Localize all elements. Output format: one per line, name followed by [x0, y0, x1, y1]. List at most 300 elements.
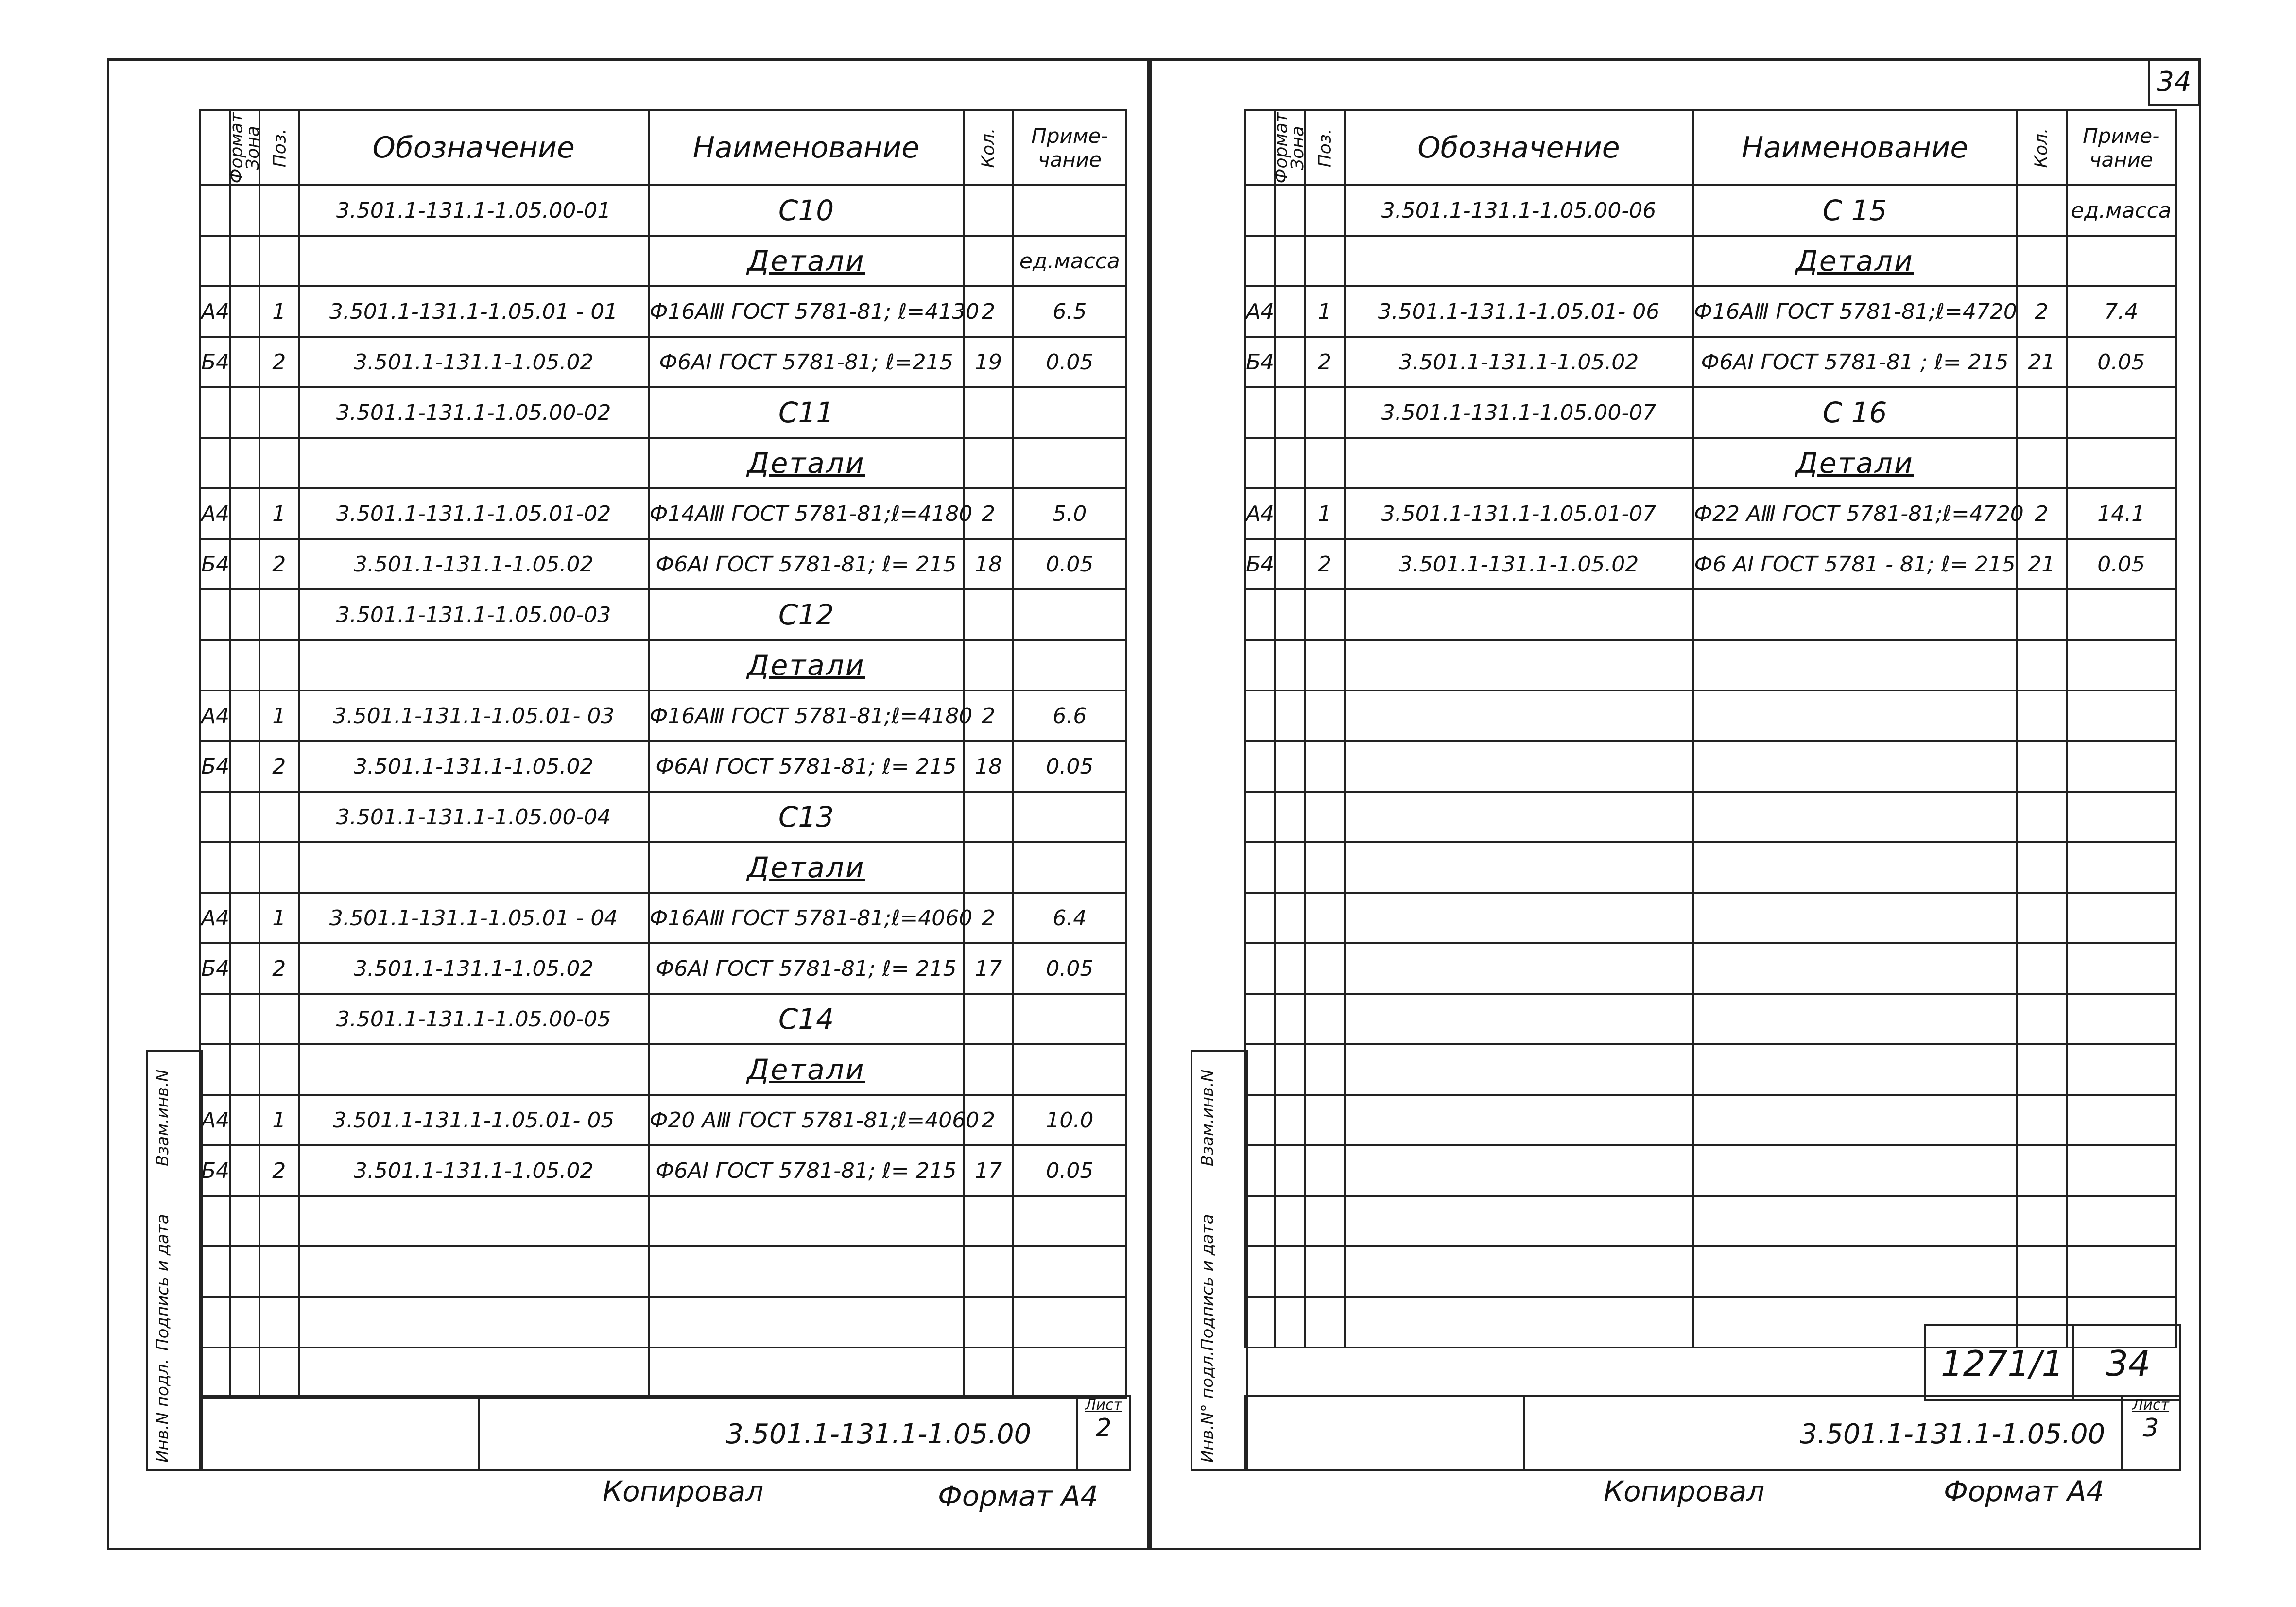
- qty-cell: 2: [2017, 488, 2066, 539]
- col-format-label: Формат: [226, 112, 247, 184]
- name-cell: [1693, 236, 2017, 286]
- qty-cell: 2: [2017, 286, 2066, 337]
- designation-cell: [1345, 438, 1693, 488]
- designation-cell: [299, 1246, 649, 1297]
- col-zone-label: Зона: [242, 125, 263, 170]
- format-cell: [1245, 1297, 1275, 1348]
- name-cell: [649, 1246, 964, 1297]
- qty-cell: [964, 1044, 1013, 1095]
- designation-cell: 3.501.1-131.1-1.05.02: [1345, 539, 1693, 589]
- table-row: [200, 488, 1126, 539]
- name-cell: С13: [649, 792, 964, 842]
- name-cell: [1693, 691, 2017, 741]
- note-cell: [1013, 589, 1126, 640]
- right-sheet-label: Лист: [2132, 1397, 2170, 1414]
- designation-cell: 3.501.1-131.1-1.05.00-04: [299, 792, 649, 842]
- name-cell: Ф16АⅢ ГОСТ 5781-81;ℓ=4180: [649, 691, 964, 741]
- note-cell: 5.0: [1013, 488, 1126, 539]
- zone-cell: [1275, 893, 1304, 943]
- table-row: [200, 1145, 1126, 1196]
- table-row: [1245, 387, 2176, 438]
- zone-cell: [230, 640, 259, 691]
- note-cell: [1013, 1044, 1126, 1095]
- format-cell: Б4: [200, 1145, 230, 1196]
- table-row: [200, 286, 1126, 337]
- name-cell: [1693, 1145, 2017, 1196]
- format-cell: [200, 994, 230, 1044]
- name-cell: [1693, 1044, 2017, 1095]
- format-cell: [1245, 236, 1275, 286]
- right-sheet-number: 3: [2142, 1414, 2159, 1443]
- note-cell: [1013, 387, 1126, 438]
- qty-cell: [964, 1297, 1013, 1348]
- table-row: [1245, 1246, 2176, 1297]
- pos-cell: [1305, 589, 1345, 640]
- zone-cell: [230, 1297, 259, 1348]
- note-cell: [2067, 943, 2176, 994]
- format-cell: [1245, 943, 1275, 994]
- col-note: Приме-чание: [1013, 110, 1126, 185]
- pos-cell: [259, 1044, 299, 1095]
- table-row: [1245, 1044, 2176, 1095]
- pos-cell: [259, 1348, 299, 1398]
- designation-cell: [1345, 741, 1693, 792]
- designation-cell: 3.501.1-131.1-1.05.00-03: [299, 589, 649, 640]
- name-cell: [649, 1044, 964, 1095]
- table-row: [200, 1297, 1126, 1348]
- zone-cell: [1275, 640, 1304, 691]
- note-cell: [2067, 1095, 2176, 1145]
- table-row: [1245, 488, 2176, 539]
- col-pos-label: Поз.: [270, 128, 290, 167]
- right-spec-table: [1244, 109, 2177, 1348]
- note-cell: 6.4: [1013, 893, 1126, 943]
- qty-cell: [964, 387, 1013, 438]
- note-cell: [2067, 691, 2176, 741]
- qty-cell: 17: [964, 943, 1013, 994]
- table-row: [200, 842, 1126, 893]
- qty-cell: [964, 185, 1013, 236]
- table-row: [200, 994, 1126, 1044]
- pos-cell: 2: [259, 1145, 299, 1196]
- designation-cell: [1345, 1196, 1693, 1246]
- qty-cell: 18: [964, 539, 1013, 589]
- designation-cell: 3.501.1-131.1-1.05.02: [299, 741, 649, 792]
- pos-cell: [259, 640, 299, 691]
- note-cell: [1013, 842, 1126, 893]
- table-row: [200, 741, 1126, 792]
- table-row: [1245, 589, 2176, 640]
- designation-cell: [299, 842, 649, 893]
- zone-cell: [1275, 236, 1304, 286]
- zone-cell: [230, 589, 259, 640]
- table-row: [200, 589, 1126, 640]
- note-cell: [2067, 842, 2176, 893]
- zone-cell: [1275, 488, 1304, 539]
- pos-cell: 1: [1305, 488, 1345, 539]
- designation-cell: 3.501.1-131.1-1.05.01-02: [299, 488, 649, 539]
- format-cell: [200, 792, 230, 842]
- format-cell: А4: [1245, 286, 1275, 337]
- designation-cell: 3.501.1-131.1-1.05.00-06: [1345, 185, 1693, 236]
- table-row: [1245, 792, 2176, 842]
- pos-cell: [1305, 1297, 1345, 1348]
- table-row: [1245, 640, 2176, 691]
- qty-cell: [2017, 438, 2066, 488]
- qty-cell: [2017, 741, 2066, 792]
- format-cell: Б4: [200, 337, 230, 387]
- designation-cell: [299, 1297, 649, 1348]
- table-row: [1245, 691, 2176, 741]
- designation-cell: [1345, 589, 1693, 640]
- zone-cell: [230, 1348, 259, 1398]
- col-format: [1245, 110, 1292, 185]
- pos-cell: [259, 1246, 299, 1297]
- name-cell: [1693, 1246, 2017, 1297]
- name-cell: Ф14АⅢ ГОСТ 5781-81;ℓ=4180: [649, 488, 964, 539]
- note-cell: [1013, 792, 1126, 842]
- right-header-row: [1245, 110, 2176, 185]
- zone-cell: [230, 792, 259, 842]
- format-cell: [200, 640, 230, 691]
- qty-cell: 2: [964, 691, 1013, 741]
- note-cell: 0.05: [2067, 337, 2176, 387]
- format-cell: [1245, 185, 1275, 236]
- qty-cell: [2017, 1095, 2066, 1145]
- zone-cell: [230, 842, 259, 893]
- designation-cell: 3.501.1-131.1-1.05.01 - 01: [299, 286, 649, 337]
- col-name: Наименование: [649, 110, 964, 185]
- note-cell: [2067, 438, 2176, 488]
- name-cell: Ф16АⅢ ГОСТ 5781-81;ℓ=4720: [1693, 286, 2017, 337]
- table-row: [200, 438, 1126, 488]
- zone-cell: [1275, 387, 1304, 438]
- note-cell: 0.05: [1013, 539, 1126, 589]
- qty-cell: [964, 438, 1013, 488]
- zone-cell: [230, 387, 259, 438]
- qty-cell: [964, 1246, 1013, 1297]
- designation-cell: [299, 438, 649, 488]
- format-cell: А4: [200, 286, 230, 337]
- designation-cell: [1345, 1297, 1693, 1348]
- pos-cell: [259, 1297, 299, 1348]
- section-heading: Детали: [1795, 447, 1914, 480]
- name-cell: Ф16АⅢ ГОСТ 5781-81;ℓ=4060: [649, 893, 964, 943]
- name-cell: Ф22 АⅢ ГОСТ 5781-81;ℓ=4720: [1693, 488, 2017, 539]
- table-row: [1245, 185, 2176, 236]
- right-table-body: [1245, 185, 2176, 1348]
- format-cell: [1245, 1044, 1275, 1095]
- designation-cell: 3.501.1-131.1-1.05.02: [1345, 337, 1693, 387]
- left-format: Формат А4: [938, 1480, 1099, 1513]
- pos-cell: [1305, 691, 1345, 741]
- note-cell: [2067, 1044, 2176, 1095]
- note-cell: [1013, 1246, 1126, 1297]
- zone-cell: [1275, 1095, 1304, 1145]
- note-cell: [1013, 1348, 1126, 1398]
- format-cell: Б4: [1245, 337, 1275, 387]
- right-title-block: [1244, 1395, 2181, 1471]
- note-cell: [2067, 893, 2176, 943]
- qty-cell: 2: [964, 893, 1013, 943]
- pos-cell: [1305, 1246, 1345, 1297]
- name-cell: [649, 842, 964, 893]
- qty-cell: [2017, 893, 2066, 943]
- corner-page-number: [2148, 58, 2200, 106]
- zone-cell: [230, 1095, 259, 1145]
- name-cell: Ф6АⅠ ГОСТ 5781-81; ℓ= 215: [649, 1145, 964, 1196]
- col-pos-label: Поз.: [1315, 128, 1335, 167]
- pos-cell: [259, 387, 299, 438]
- zone-cell: [230, 691, 259, 741]
- name-cell: Ф6АⅠ ГОСТ 5781-81; ℓ=215: [649, 337, 964, 387]
- designation-cell: [1345, 994, 1693, 1044]
- format-cell: [1245, 589, 1275, 640]
- format-cell: [200, 236, 230, 286]
- designation-cell: 3.501.1-131.1-1.05.01- 05: [299, 1095, 649, 1145]
- pos-cell: 2: [259, 741, 299, 792]
- format-cell: [1245, 842, 1275, 893]
- zone-cell: [1275, 943, 1304, 994]
- designation-cell: 3.501.1-131.1-1.05.02: [299, 943, 649, 994]
- name-cell: Ф16АⅢ ГОСТ 5781-81; ℓ=4130: [649, 286, 964, 337]
- format-cell: [200, 842, 230, 893]
- pos-cell: [1305, 236, 1345, 286]
- format-cell: [1245, 1196, 1275, 1246]
- table-row: [200, 1095, 1126, 1145]
- table-row: [200, 640, 1126, 691]
- table-row: [200, 185, 1126, 236]
- qty-cell: [2017, 387, 2066, 438]
- format-cell: А4: [200, 893, 230, 943]
- note-cell: [2067, 1246, 2176, 1297]
- pos-cell: 2: [259, 943, 299, 994]
- zone-cell: [230, 893, 259, 943]
- format-cell: [1245, 893, 1275, 943]
- name-cell: [649, 1196, 964, 1246]
- format-cell: [1245, 640, 1275, 691]
- zone-cell: [1275, 1044, 1304, 1095]
- qty-cell: [964, 842, 1013, 893]
- zone-cell: [230, 438, 259, 488]
- name-cell: [649, 236, 964, 286]
- zone-cell: [230, 236, 259, 286]
- qty-cell: [2017, 236, 2066, 286]
- pos-cell: 2: [259, 337, 299, 387]
- qty-cell: 21: [2017, 337, 2066, 387]
- name-cell: [1693, 893, 2017, 943]
- zone-cell: [1275, 741, 1304, 792]
- right-doc-code: 3.501.1-131.1-1.05.00: [1800, 1418, 2106, 1450]
- qty-cell: [2017, 1246, 2066, 1297]
- section-heading: Детали: [747, 447, 865, 480]
- zone-cell: [1275, 185, 1304, 236]
- designation-cell: 3.501.1-131.1-1.05.00-07: [1345, 387, 1693, 438]
- name-cell: [1693, 943, 2017, 994]
- col-designation: Обозначение: [1345, 110, 1693, 185]
- designation-cell: [1345, 842, 1693, 893]
- designation-cell: 3.501.1-131.1-1.05.00-02: [299, 387, 649, 438]
- zone-cell: [1275, 1297, 1304, 1348]
- right-tb-divider: [1523, 1397, 1525, 1469]
- table-row: [200, 236, 1126, 286]
- note-cell: [2067, 1196, 2176, 1246]
- qty-cell: [2017, 185, 2066, 236]
- format-cell: [200, 589, 230, 640]
- left-doc-code: 3.501.1-131.1-1.05.00: [726, 1418, 1032, 1450]
- designation-cell: [1345, 1095, 1693, 1145]
- qty-cell: [964, 792, 1013, 842]
- col-qty-label: Кол.: [978, 127, 999, 168]
- name-cell: [1693, 792, 2017, 842]
- right-copied: Копировал: [1604, 1475, 1765, 1508]
- col-pos: [259, 110, 299, 185]
- name-cell: [1693, 640, 2017, 691]
- format-cell: [1245, 1095, 1275, 1145]
- table-row: [200, 337, 1126, 387]
- qty-cell: [2017, 792, 2066, 842]
- format-cell: А4: [200, 691, 230, 741]
- pos-cell: 1: [259, 893, 299, 943]
- format-cell: Б4: [200, 539, 230, 589]
- name-cell: С11: [649, 387, 964, 438]
- note-cell: [2067, 994, 2176, 1044]
- name-cell: Ф6АⅠ ГОСТ 5781-81 ; ℓ= 215: [1693, 337, 2017, 387]
- name-cell: С 16: [1693, 387, 2017, 438]
- zone-cell: [1275, 438, 1304, 488]
- table-row: [200, 691, 1126, 741]
- table-row: [1245, 842, 2176, 893]
- format-cell: [200, 1246, 230, 1297]
- pos-cell: [1305, 893, 1345, 943]
- table-row: [1245, 1095, 2176, 1145]
- qty-cell: [964, 1348, 1013, 1398]
- qty-cell: 18: [964, 741, 1013, 792]
- note-cell: [1013, 640, 1126, 691]
- format-cell: [1245, 1145, 1275, 1196]
- note-cell: [2067, 387, 2176, 438]
- qty-cell: [2017, 1044, 2066, 1095]
- table-row: [1245, 286, 2176, 337]
- section-heading: Детали: [747, 244, 865, 277]
- name-cell: [649, 1348, 964, 1398]
- pos-cell: [1305, 1044, 1345, 1095]
- name-cell: [1693, 589, 2017, 640]
- pos-cell: [259, 842, 299, 893]
- name-cell: С12: [649, 589, 964, 640]
- left-header-row: [200, 110, 1126, 185]
- table-row: [200, 387, 1126, 438]
- qty-cell: 2: [964, 488, 1013, 539]
- section-heading: Детали: [747, 851, 865, 884]
- pos-cell: 2: [1305, 337, 1345, 387]
- zone-cell: [1275, 691, 1304, 741]
- pos-cell: [1305, 387, 1345, 438]
- note-cell: 0.05: [1013, 1145, 1126, 1196]
- format-cell: [1245, 1246, 1275, 1297]
- zone-cell: [1275, 539, 1304, 589]
- name-cell: [649, 438, 964, 488]
- note-cell: [2067, 236, 2176, 286]
- left-sheet-number: 2: [1095, 1414, 1112, 1443]
- zone-cell: [230, 1196, 259, 1246]
- table-row: [200, 893, 1126, 943]
- format-cell: [200, 1196, 230, 1246]
- note-cell: [2067, 1145, 2176, 1196]
- right-inv-label: Инв.N° подл.: [1198, 1350, 1217, 1463]
- format-cell: [1245, 691, 1275, 741]
- designation-cell: [1345, 1145, 1693, 1196]
- format-cell: [1245, 438, 1275, 488]
- qty-cell: [964, 1196, 1013, 1246]
- pos-cell: [1305, 185, 1345, 236]
- section-heading: Детали: [1795, 244, 1914, 277]
- pos-cell: 1: [259, 691, 299, 741]
- designation-cell: [1345, 236, 1693, 286]
- stamp-code: 1271/1: [1941, 1343, 2064, 1384]
- qty-cell: 2: [964, 1095, 1013, 1145]
- designation-cell: [1345, 943, 1693, 994]
- table-row: [1245, 893, 2176, 943]
- note-cell: [1013, 994, 1126, 1044]
- table-row: [1245, 438, 2176, 488]
- format-cell: [200, 1044, 230, 1095]
- format-cell: [200, 438, 230, 488]
- col-qty: [2017, 110, 2066, 185]
- pos-cell: 1: [259, 488, 299, 539]
- qty-cell: [2017, 943, 2066, 994]
- left-spec-table: [199, 109, 1127, 1399]
- zone-cell: [1275, 994, 1304, 1044]
- qty-cell: [964, 994, 1013, 1044]
- qty-cell: [2017, 640, 2066, 691]
- note-cell: [1013, 438, 1126, 488]
- table-row: [200, 1044, 1126, 1095]
- pos-cell: [1305, 438, 1345, 488]
- designation-cell: 3.501.1-131.1-1.05.00-05: [299, 994, 649, 1044]
- left-tb-divider: [478, 1397, 480, 1469]
- designation-cell: 3.501.1-131.1-1.05.01- 03: [299, 691, 649, 741]
- left-table-body: [200, 185, 1126, 1398]
- format-cell: А4: [200, 1095, 230, 1145]
- name-cell: [1693, 994, 2017, 1044]
- table-row: [1245, 337, 2176, 387]
- designation-cell: [299, 640, 649, 691]
- note-cell: [1013, 1297, 1126, 1348]
- table-row: [1245, 1196, 2176, 1246]
- name-cell: С 15: [1693, 185, 2017, 236]
- qty-cell: [2017, 1145, 2066, 1196]
- format-cell: [200, 1348, 230, 1398]
- qty-cell: 21: [2017, 539, 2066, 589]
- pos-cell: [1305, 1145, 1345, 1196]
- col-format: [200, 110, 247, 185]
- format-cell: [1245, 994, 1275, 1044]
- right-vzam-label: Взам.инв.N: [1198, 1069, 1217, 1166]
- pos-cell: 2: [1305, 539, 1345, 589]
- section-heading: Детали: [747, 1053, 865, 1086]
- table-row: [1245, 1145, 2176, 1196]
- pos-cell: [1305, 1196, 1345, 1246]
- left-vzam-label: Взам.инв.N: [153, 1069, 173, 1166]
- name-cell: [1693, 741, 2017, 792]
- qty-cell: [2017, 994, 2066, 1044]
- col-designation: Обозначение: [299, 110, 649, 185]
- zone-cell: [1275, 286, 1304, 337]
- format-cell: А4: [200, 488, 230, 539]
- note-cell: 14.1: [2067, 488, 2176, 539]
- right-sheet-box: [2121, 1395, 2181, 1471]
